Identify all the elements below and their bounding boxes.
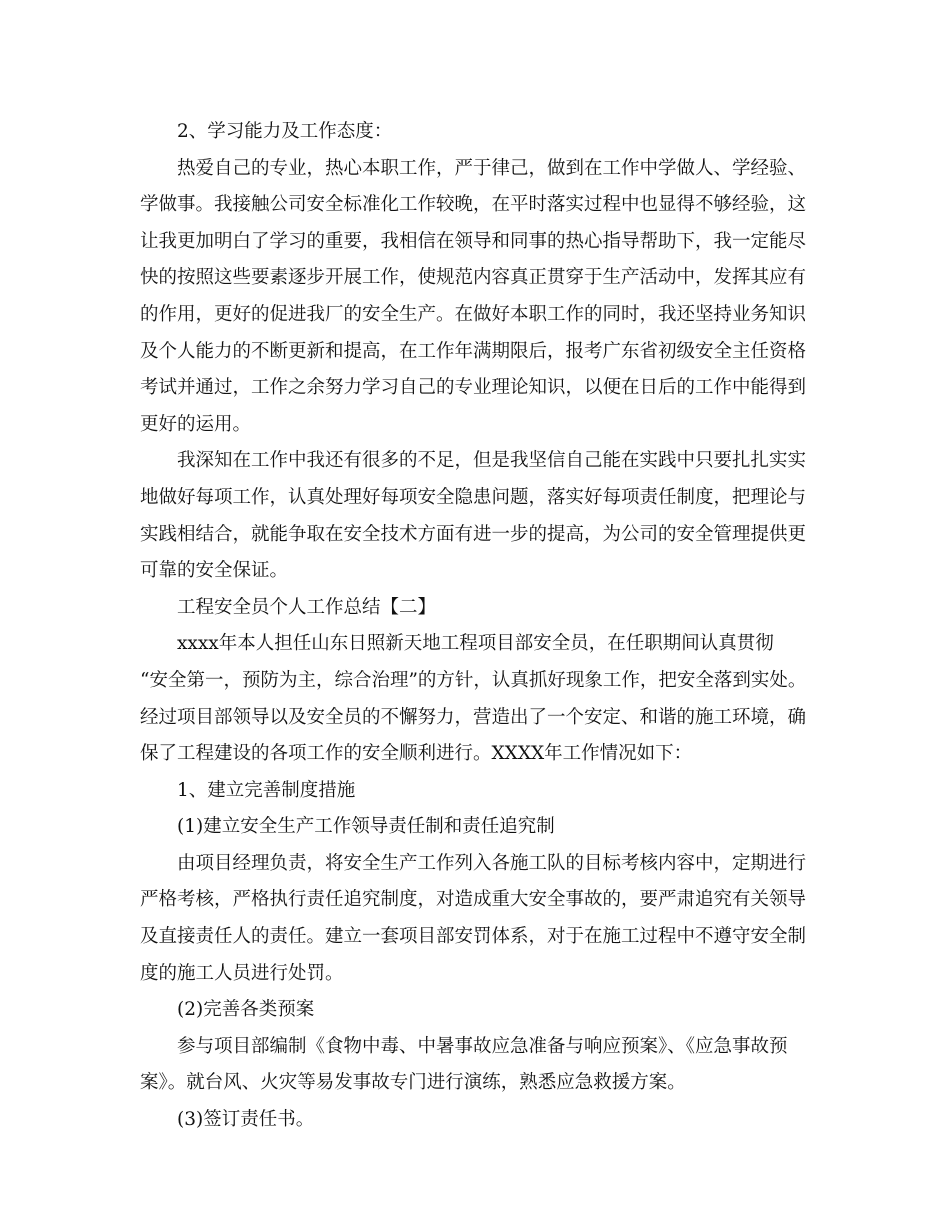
text-line: 考试并通过，工作之余努力学习自己的专业理论知识，以便在日后的工作中能得到 [140,377,807,399]
text-line: 更好的运用。 [140,413,252,435]
text-line: 的作用，更好的促进我厂的安全生产。在做好本职工作的同时，我还坚持业务知识 [140,303,807,325]
text-line: (1)建立安全生产工作领导责任制和责任追究制 [177,816,555,838]
text-line: 可靠的安全保证。 [140,560,289,582]
text-line: 让我更加明白了学习的重要，我相信在领导和同事的热心指导帮助下，我一定能尽 [140,230,807,252]
text-line: 热爱自己的专业，热心本职工作，严于律己，做到在工作中学做人、学经验、 [177,157,807,179]
text-line: 参与项目部编制《食物中毒、中暑事故应急准备与响应预案》、《应急事故预 [177,1035,788,1057]
text-line: 保了工程建设的各项工作的安全顺利进行。XXXX年工作情况如下： [140,743,693,765]
text-line: 我深知在工作中我还有很多的不足，但是我坚信自己能在实践中只要扎扎实实 [177,450,807,472]
text-line: 1、建立完善制度措施 [177,779,356,801]
text-line: 度的施工人员进行处罚。 [140,962,344,984]
text-line: 由项目经理负责，将安全生产工作列入各施工队的目标考核内容中，定期进行 [177,852,807,874]
text-line: 案》。就台风、火灾等易发事故专门进行演练，熟悉应急救援方案。 [140,1072,686,1094]
text-line: “安全第一，预防为主，综合治理”的方针，认真抓好现象工作，把安全落到实处。 [140,669,807,691]
document-page [140,114,820,1139]
text-line: 快的按照这些要素逐步开展工作，使规范内容真正贯穿于生产活动中，发挥其应有 [140,267,807,289]
text-line: 及个人能力的不断更新和提高，在工作年满期限后，报考广东省初级安全主任资格 [140,340,807,362]
text-line: 实践相结合，就能争取在安全技术方面有进一步的提高，为公司的安全管理提供更 [140,523,807,545]
text-line: 工程安全员个人工作总结【二】 [177,596,437,618]
text-line: 学做事。我接触公司安全标准化工作较晚，在平时落实过程中也显得不够经验，这 [140,194,807,216]
text-line: (3)签订责任书。 [177,1109,315,1131]
text-line: 严格考核，严格执行责任追究制度，对造成重大安全事故的，要严肃追究有关领导 [140,889,807,911]
text-line: (2)完善各类预案 [177,999,315,1021]
text-line: 及直接责任人的责任。建立一套项目部安罚体系，对于在施工过程中不遵守安全制 [140,926,807,948]
text-line: 地做好每项工作，认真处理好每项安全隐患问题，落实好每项责任制度，把理论与 [140,486,807,508]
text-line: 2、学习能力及工作态度： [177,121,393,142]
text-line: 经过项目部领导以及安全员的不懈努力，营造出了一个安定、和谐的施工环境，确 [140,706,807,728]
text-line: xxxx年本人担任山东日照新天地工程项目部安全员，在任职期间认真贯彻 [177,633,774,655]
